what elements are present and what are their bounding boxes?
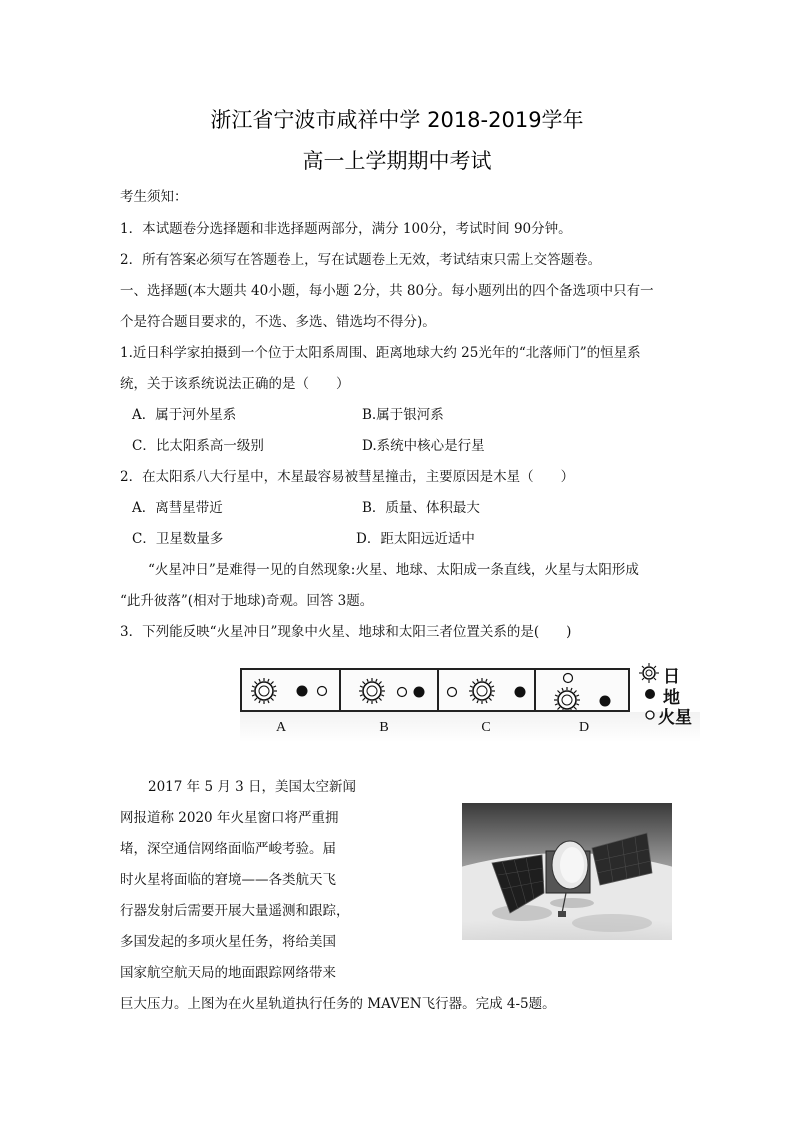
maven-spacecraft-image — [462, 803, 672, 940]
mars-icon — [564, 674, 573, 683]
mars-icon — [398, 688, 407, 697]
mars-icon — [318, 687, 327, 696]
passage-line-1: “火星冲日”是难得一见的自然现象:火星、地球、太阳成一条直线，火星与太阳形成 — [148, 562, 639, 578]
question-3-line-1: 3．下列能反映“火星冲日”现象中火星、地球和太阳三者位置关系的是( ) — [120, 624, 572, 640]
question-2-option-a: A．离彗星带近 — [132, 500, 223, 516]
section-heading-line-2: 个是符合题目要求的，不选、多选、错选均不得分)。 — [120, 314, 436, 330]
passage-2-line-2: 网报道称 2020 年火星窗口将严重拥 — [120, 810, 339, 826]
earth-icon — [600, 696, 611, 707]
sun-icon — [359, 678, 385, 704]
question-1-option-b: B.属于银河系 — [362, 407, 444, 423]
question-1-option-c: C．比太阳系高一级别 — [132, 438, 264, 454]
question-1-line-1: 1.近日科学家拍摄到一个位于太阳系周围、距离地球大约 25光年的“北落师门”的恒星系 — [120, 345, 641, 361]
panel-label-b: B — [379, 720, 389, 735]
sun-icon — [469, 678, 495, 704]
question-1-option-a: A．属于河外星系 — [132, 407, 237, 423]
position-figure — [240, 668, 700, 748]
sun-icon — [251, 678, 277, 704]
legend-mars-icon — [644, 708, 658, 722]
question-2-option-c: C．卫星数量多 — [132, 531, 224, 547]
panel-label-d: D — [578, 720, 590, 735]
legend-sun-icon — [638, 662, 660, 684]
figure-shadow — [240, 712, 700, 742]
earth-icon — [515, 687, 526, 698]
legend-sun-label: 日 — [663, 667, 680, 687]
legend-earth-label: 地 — [663, 688, 680, 708]
passage-2-line-6: 多国发起的多项火星任务，将给美国 — [120, 934, 336, 950]
section-heading-line-1: 一、选择题(本大题共 40小题，每小题 2分，共 80分。每小题列出的四个备选项中只有一 — [120, 283, 654, 299]
passage-2-line-5: 行器发射后需要开展大量遥测和跟踪， — [120, 903, 350, 919]
passage-2-line-3: 堵，深空通信网络面临严峻考验。届 — [120, 841, 336, 857]
legend-earth-icon — [644, 687, 658, 701]
question-1-option-d: D.系统中核心是行星 — [362, 438, 485, 454]
passage-line-2: “此升彼落”(相对于地球)奇观。回答 3题。 — [120, 593, 374, 609]
passage-2-line-1: 2017 年 5 月 3 日，美国太空新闻 — [148, 779, 356, 795]
question-2-line-1: 2．在太阳系八大行星中，木星最容易被彗星撞击，主要原因是木星（ ） — [120, 469, 575, 485]
earth-icon — [414, 687, 425, 698]
question-2-option-d: D．距太阳远近适中 — [356, 531, 475, 547]
title-line-1: 浙江省宁波市咸祥中学 2018-2019学年 — [210, 108, 584, 132]
sun-icon — [554, 687, 580, 710]
legend-mars-label: 火星 — [658, 708, 692, 728]
passage-2-line-7: 国家航空航天局的地面跟踪网络带来 — [120, 965, 336, 981]
instruction-item-1: 1．本试题卷分选择题和非选择题两部分，满分 100分，考试时间 90分钟。 — [120, 221, 572, 237]
passage-2-last-line: 巨大压力。上图为在火星轨道执行任务的 MAVEN飞行器。完成 4-5题。 — [120, 996, 556, 1012]
panel-label-c: C — [481, 720, 491, 735]
passage-2-line-4: 时火星将面临的窘境——各类航天飞 — [120, 872, 336, 888]
earth-icon — [297, 686, 308, 697]
maven-spacecraft-illustration — [462, 803, 672, 940]
instructions-heading: 考生须知： — [120, 189, 188, 205]
title-line-2: 高一上学期期中考试 — [302, 149, 492, 173]
instruction-item-2: 2．所有答案必须写在答题卷上，写在试题卷上无效，考试结束只需上交答题卷。 — [120, 252, 602, 268]
question-1-line-2: 统，关于该系统说法正确的是（ ） — [120, 376, 350, 392]
panel-label-a: A — [275, 720, 287, 735]
question-2-option-b: B．质量、体积最大 — [362, 500, 480, 516]
mars-icon — [448, 688, 457, 697]
panel-symbols — [242, 670, 628, 710]
figure-panels — [240, 668, 630, 712]
